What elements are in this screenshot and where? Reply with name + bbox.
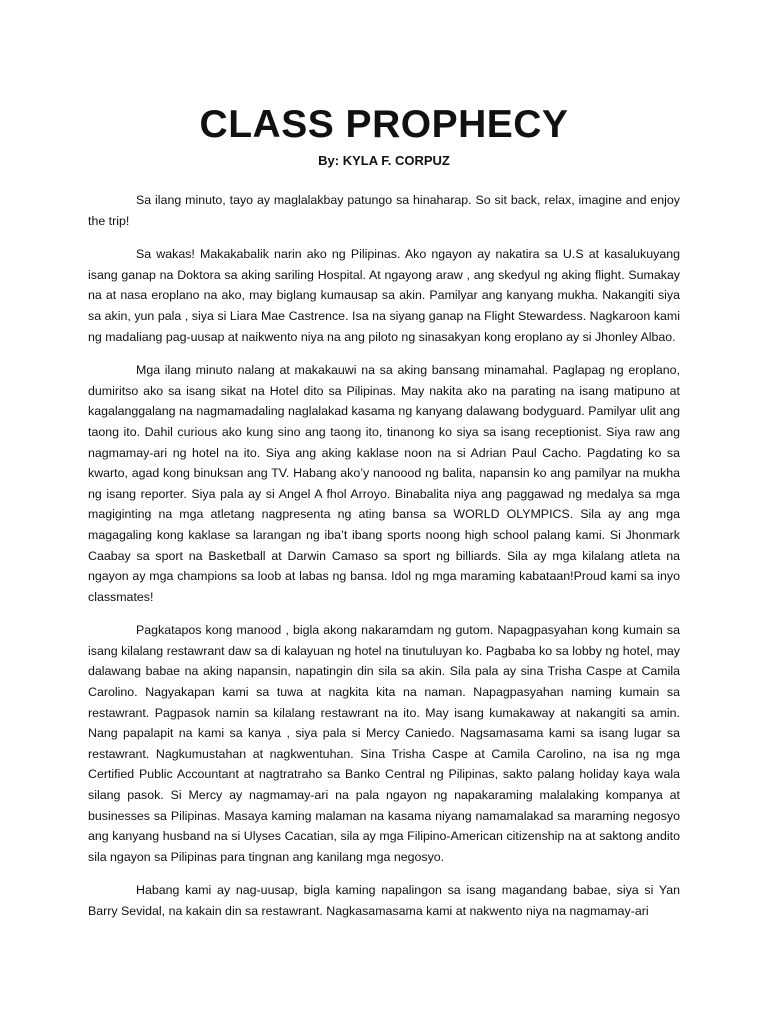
paragraph-intro: Sa ilang minuto, tayo ay maglalakbay patungo sa hinaharap. So sit back, relax, imagine and enjoy the trip! [88, 193, 680, 228]
paragraph-restaurant: Pagkatapos kong manood , bigla akong nakaramdam ng gutom. Napagpasyahan kong kumain sa isang kilalang restawrant daw sa di kalayuan ng hotel na tinutuluyan ko. Pagbaba ko sa lobby ng hotel, may dalawang babae na aking napansin, napatingin din sila sa akin. Sila pala ay sina Trisha Caspe at Camila Carolino. Nagyakapan kami sa tuwa at nagkita kita na naman. Napagpasyahan naming kumain sa restawrant. Pagpasok namin sa kilalang restawrant na ito. May isang kumakaway at nakangiti sa amin. Nang papalapit na kami sa kanya , siya pala si Mercy Caniedo. Nagsamasama kami sa isang lugar sa restawrant. Nagkumustahan at nagkwentuhan. Sina Trisha Caspe at Camila Carolino, na isa ng mga Certified Public Accountant at nagtratraho sa Banko Central ng Pilipinas, sakto palang holiday kaya wala silang pasok. Si Mercy ay nagmamay-ari na pala ngayon ng napakaraming malalaking kompanya at businesses sa Pilipinas. Masaya kaming malaman na kasama niyang namamalakad sa maraming negosyo ang kanyang husband na si Ulyses Cacatian, sila ay mga Filipino-American citizenship na at saktong andito sila ngayon sa Pilipinas para tingnan ang kanilang mga negosyo. [88, 623, 680, 864]
paragraph-continuation: Habang kami ay nag-uusap, bigla kaming napalingon sa isang magandang babae, siya si Yan Barry Sevidal, na kakain din sa restawrant. Nagkasamasama kami at nakwento niya na nagmamay-ari [88, 883, 680, 918]
document-title: CLASS PROPHECY [199, 103, 569, 146]
body-text [88, 190, 680, 922]
author-byline: By: KYLA F. CORPUZ [318, 153, 450, 168]
paragraph-flight: Sa wakas! Makakabalik narin ako ng Pilipinas. Ako ngayon ay nakatira sa U.S at kasalukuyang isang ganap na Doktora sa aking sariling Hospital. At ngayong araw , ang skedyul ng aking flight. Sumakay na at nasa eroplano na ako, may biglang kumausap sa akin. Pamilyar ang kanyang mukha. Nakangiti siya sa akin, yun pala , siya si Liara Mae Castrence. Isa na siyang ganap na Flight Stewardess. Nagkaroon kami ng madaliang pag-uusap at naikwento niya na ang piloto ng sinasakyan kong eroplano ay si Jhonley Albao. [88, 247, 680, 344]
paragraph-hotel: Mga ilang minuto nalang at makakauwi na sa aking bansang minamahal. Paglapag ng eroplano, dumiritso ako sa isang sikat na Hotel dito sa Pilipinas. May nakita ako na parating na isang matipuno at kagalanggalang na nagmamadaling naglalakad kasama ng kanyang dalawang bodyguard. Pamilyar ulit ang taong ito. Dahil curious ako kung sino ang taong ito, tinanong ko siya sa isang receptionist. Siya raw ang nagmamay-ari ng hotel na ito. Siya ang aking kaklase noon na si Adrian Paul Cacho. Pagdating ko sa kwarto, agad kong binuksan ang TV. Habang ako’y nanoood ng balita, napansin ko ang pamilyar na mukha ng isang reporter. Siya pala ay si Angel A fhol Arroyo. Binabalita niya ang paggawad ng medalya sa mga magiginting na mga atletang nagpresenta ng ating bansa sa WORLD OLYMPICS. Sila ay ang mga magagaling kong kaklase sa larangan ng iba’t ibang sports noong high school palang kami. Si Jhonmark Caabay sa sport na Basketball at Darwin Camaso sa sport ng billiards. Sila ay mga kilalang atleta na ngayon ay mga champions sa loob at labas ng bansa. Idol ng mga maraming kabataan!Proud kami sa inyo classmates! [88, 363, 680, 604]
